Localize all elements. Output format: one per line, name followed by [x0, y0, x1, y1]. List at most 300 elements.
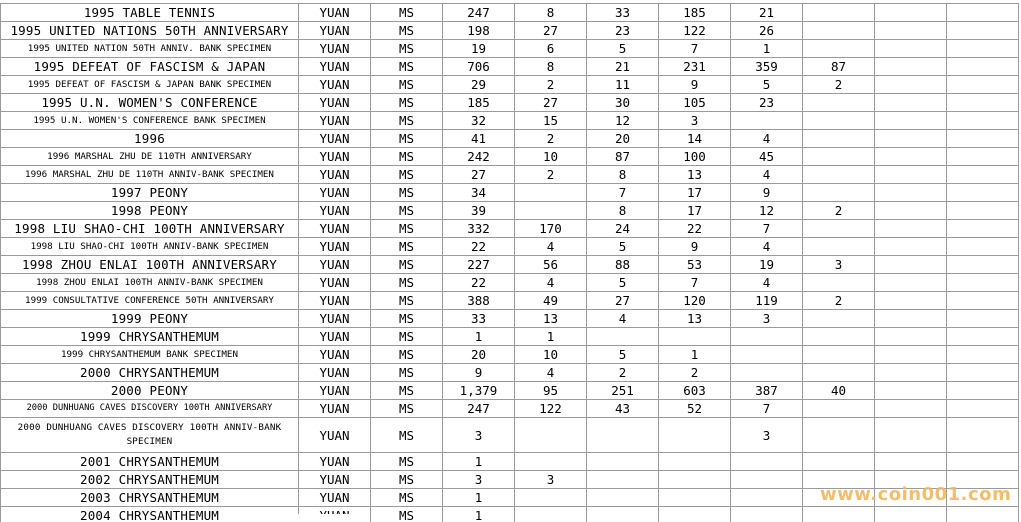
- currency-cell[interactable]: YUAN: [299, 166, 371, 184]
- issue-name-cell[interactable]: 1995 UNITED NATION 50TH ANNIV. BANK SPECIMEN: [1, 40, 299, 58]
- grade-count-cell[interactable]: [803, 310, 875, 328]
- issue-name-cell[interactable]: 1996 MARSHAL ZHU DE 110TH ANNIV-BANK SPECIMEN: [1, 166, 299, 184]
- grade-count-cell[interactable]: [659, 489, 731, 507]
- grade-count-cell[interactable]: [803, 130, 875, 148]
- grade-count-cell[interactable]: 20: [587, 130, 659, 148]
- currency-cell[interactable]: YUAN: [299, 22, 371, 40]
- grade-count-cell[interactable]: 22: [659, 220, 731, 238]
- grade-count-cell[interactable]: [731, 328, 803, 346]
- grade-count-cell[interactable]: 9: [731, 184, 803, 202]
- currency-cell[interactable]: YUAN: [299, 346, 371, 364]
- grade-cell[interactable]: MS: [371, 453, 443, 471]
- grade-count-cell[interactable]: 30: [587, 94, 659, 112]
- grade-count-cell[interactable]: 3: [731, 418, 803, 453]
- empty-cell[interactable]: [875, 148, 947, 166]
- empty-cell[interactable]: [875, 256, 947, 274]
- grade-count-cell[interactable]: 33: [443, 310, 515, 328]
- grade-cell[interactable]: MS: [371, 76, 443, 94]
- issue-name-cell[interactable]: 1999 CHRYSANTHEMUM BANK SPECIMEN: [1, 346, 299, 364]
- grade-count-cell[interactable]: [659, 507, 731, 522]
- grade-count-cell[interactable]: 227: [443, 256, 515, 274]
- issue-name-cell[interactable]: 2002 CHRYSANTHEMUM: [1, 471, 299, 489]
- currency-cell[interactable]: YUAN: [299, 184, 371, 202]
- grade-count-cell[interactable]: [803, 166, 875, 184]
- grade-cell[interactable]: MS: [371, 58, 443, 76]
- grade-count-cell[interactable]: 41: [443, 130, 515, 148]
- grade-count-cell[interactable]: 17: [659, 184, 731, 202]
- grade-count-cell[interactable]: 3: [443, 471, 515, 489]
- grade-count-cell[interactable]: 242: [443, 148, 515, 166]
- currency-cell[interactable]: YUAN: [299, 112, 371, 130]
- grade-cell[interactable]: MS: [371, 202, 443, 220]
- grade-cell[interactable]: MS: [371, 418, 443, 453]
- grade-count-cell[interactable]: 3: [731, 310, 803, 328]
- currency-cell[interactable]: YUAN: [299, 471, 371, 489]
- grade-count-cell[interactable]: 5: [587, 40, 659, 58]
- grade-count-cell[interactable]: 4: [515, 238, 587, 256]
- currency-cell[interactable]: YUAN: [299, 256, 371, 274]
- issue-name-cell[interactable]: 1995 U.N. WOMEN'S CONFERENCE BANK SPECIMEN: [1, 112, 299, 130]
- grade-count-cell[interactable]: 247: [443, 4, 515, 22]
- grade-count-cell[interactable]: 27: [587, 292, 659, 310]
- empty-cell[interactable]: [947, 400, 1019, 418]
- empty-cell[interactable]: [947, 382, 1019, 400]
- currency-cell[interactable]: YUAN: [299, 274, 371, 292]
- empty-cell[interactable]: [947, 94, 1019, 112]
- empty-cell[interactable]: [875, 4, 947, 22]
- grade-cell[interactable]: MS: [371, 184, 443, 202]
- grade-count-cell[interactable]: 24: [587, 220, 659, 238]
- grade-count-cell[interactable]: 198: [443, 22, 515, 40]
- empty-cell[interactable]: [947, 130, 1019, 148]
- currency-cell[interactable]: YUAN: [299, 130, 371, 148]
- grade-count-cell[interactable]: [731, 471, 803, 489]
- empty-cell[interactable]: [947, 166, 1019, 184]
- grade-count-cell[interactable]: [803, 238, 875, 256]
- grade-count-cell[interactable]: 15: [515, 112, 587, 130]
- currency-cell[interactable]: YUAN: [299, 202, 371, 220]
- currency-cell[interactable]: YUAN: [299, 58, 371, 76]
- grade-count-cell[interactable]: [803, 364, 875, 382]
- grade-count-cell[interactable]: [659, 418, 731, 453]
- grade-count-cell[interactable]: 13: [659, 166, 731, 184]
- empty-cell[interactable]: [875, 166, 947, 184]
- grade-count-cell[interactable]: [659, 471, 731, 489]
- grade-count-cell[interactable]: [515, 418, 587, 453]
- grade-count-cell[interactable]: [803, 184, 875, 202]
- grade-count-cell[interactable]: [803, 94, 875, 112]
- empty-cell[interactable]: [875, 346, 947, 364]
- grade-count-cell[interactable]: 11: [587, 76, 659, 94]
- grade-count-cell[interactable]: 359: [731, 58, 803, 76]
- grade-count-cell[interactable]: 43: [587, 400, 659, 418]
- grade-count-cell[interactable]: 2: [659, 364, 731, 382]
- grade-count-cell[interactable]: 29: [443, 76, 515, 94]
- grade-count-cell[interactable]: [587, 453, 659, 471]
- grade-count-cell[interactable]: 45: [731, 148, 803, 166]
- grade-count-cell[interactable]: [803, 328, 875, 346]
- grade-count-cell[interactable]: 9: [659, 76, 731, 94]
- issue-name-cell[interactable]: 2004 CHRYSANTHEMUM: [1, 507, 299, 522]
- grade-count-cell[interactable]: 2: [515, 130, 587, 148]
- currency-cell[interactable]: YUAN: [299, 4, 371, 22]
- currency-cell[interactable]: YUAN: [299, 94, 371, 112]
- grade-count-cell[interactable]: [587, 507, 659, 522]
- grade-count-cell[interactable]: 32: [443, 112, 515, 130]
- grade-cell[interactable]: MS: [371, 148, 443, 166]
- issue-name-cell[interactable]: 1998 LIU SHAO-CHI 100TH ANNIVERSARY: [1, 220, 299, 238]
- grade-count-cell[interactable]: 119: [731, 292, 803, 310]
- grade-cell[interactable]: MS: [371, 256, 443, 274]
- grade-cell[interactable]: MS: [371, 220, 443, 238]
- grade-count-cell[interactable]: 27: [515, 94, 587, 112]
- grade-count-cell[interactable]: [731, 507, 803, 522]
- empty-cell[interactable]: [875, 22, 947, 40]
- grade-count-cell[interactable]: [515, 184, 587, 202]
- grade-count-cell[interactable]: [803, 346, 875, 364]
- grade-count-cell[interactable]: 122: [659, 22, 731, 40]
- grade-count-cell[interactable]: [659, 328, 731, 346]
- grade-count-cell[interactable]: 87: [587, 148, 659, 166]
- issue-name-cell[interactable]: 1998 ZHOU ENLAI 100TH ANNIV-BANK SPECIMEN: [1, 274, 299, 292]
- grade-count-cell[interactable]: 3: [659, 112, 731, 130]
- issue-name-cell[interactable]: 1995 DEFEAT OF FASCISM & JAPAN BANK SPECIMEN: [1, 76, 299, 94]
- grade-count-cell[interactable]: [803, 4, 875, 22]
- issue-name-cell[interactable]: 1995 UNITED NATIONS 50TH ANNIVERSARY: [1, 22, 299, 40]
- grade-count-cell[interactable]: 19: [731, 256, 803, 274]
- empty-cell[interactable]: [875, 364, 947, 382]
- currency-cell[interactable]: YUAN: [299, 418, 371, 453]
- grade-count-cell[interactable]: 122: [515, 400, 587, 418]
- grade-count-cell[interactable]: 1: [443, 453, 515, 471]
- issue-name-cell[interactable]: 1998 ZHOU ENLAI 100TH ANNIVERSARY: [1, 256, 299, 274]
- issue-name-cell[interactable]: 1999 PEONY: [1, 310, 299, 328]
- grade-count-cell[interactable]: 4: [587, 310, 659, 328]
- grade-count-cell[interactable]: 1: [443, 489, 515, 507]
- empty-cell[interactable]: [947, 418, 1019, 453]
- empty-cell[interactable]: [875, 76, 947, 94]
- grade-count-cell[interactable]: 4: [731, 166, 803, 184]
- grade-cell[interactable]: MS: [371, 310, 443, 328]
- empty-cell[interactable]: [947, 76, 1019, 94]
- grade-count-cell[interactable]: 8: [587, 202, 659, 220]
- grade-count-cell[interactable]: 39: [443, 202, 515, 220]
- grade-count-cell[interactable]: [803, 22, 875, 40]
- grade-cell[interactable]: MS: [371, 364, 443, 382]
- currency-cell[interactable]: YUAN: [299, 453, 371, 471]
- issue-name-cell[interactable]: 1999 CHRYSANTHEMUM: [1, 328, 299, 346]
- empty-cell[interactable]: [875, 130, 947, 148]
- grade-count-cell[interactable]: 170: [515, 220, 587, 238]
- currency-cell[interactable]: YUAN: [299, 310, 371, 328]
- grade-count-cell[interactable]: [731, 364, 803, 382]
- currency-cell[interactable]: YUAN: [299, 364, 371, 382]
- empty-cell[interactable]: [947, 328, 1019, 346]
- grade-count-cell[interactable]: 23: [731, 94, 803, 112]
- empty-cell[interactable]: [875, 184, 947, 202]
- grade-cell[interactable]: MS: [371, 489, 443, 507]
- grade-count-cell[interactable]: 7: [731, 220, 803, 238]
- empty-cell[interactable]: [875, 112, 947, 130]
- grade-count-cell[interactable]: [803, 274, 875, 292]
- grade-count-cell[interactable]: 8: [515, 58, 587, 76]
- grade-count-cell[interactable]: 231: [659, 58, 731, 76]
- grade-cell[interactable]: MS: [371, 94, 443, 112]
- empty-cell[interactable]: [875, 202, 947, 220]
- grade-count-cell[interactable]: [803, 148, 875, 166]
- currency-cell[interactable]: YUAN: [299, 400, 371, 418]
- grade-count-cell[interactable]: 185: [443, 94, 515, 112]
- grade-count-cell[interactable]: 12: [587, 112, 659, 130]
- grade-count-cell[interactable]: 23: [587, 22, 659, 40]
- grade-count-cell[interactable]: 7: [659, 40, 731, 58]
- empty-cell[interactable]: [875, 418, 947, 453]
- empty-cell[interactable]: [947, 453, 1019, 471]
- grade-count-cell[interactable]: [803, 40, 875, 58]
- currency-cell[interactable]: YUAN: [299, 292, 371, 310]
- grade-count-cell[interactable]: 8: [515, 4, 587, 22]
- empty-cell[interactable]: [947, 238, 1019, 256]
- grade-count-cell[interactable]: 21: [731, 4, 803, 22]
- grade-count-cell[interactable]: 1: [731, 40, 803, 58]
- grade-count-cell[interactable]: [731, 112, 803, 130]
- grade-count-cell[interactable]: 13: [659, 310, 731, 328]
- grade-count-cell[interactable]: 1: [443, 507, 515, 522]
- grade-count-cell[interactable]: 2: [515, 166, 587, 184]
- grade-count-cell[interactable]: 2: [803, 202, 875, 220]
- grade-cell[interactable]: MS: [371, 292, 443, 310]
- empty-cell[interactable]: [947, 256, 1019, 274]
- issue-name-cell[interactable]: 1996: [1, 130, 299, 148]
- empty-cell[interactable]: [947, 148, 1019, 166]
- grade-count-cell[interactable]: 56: [515, 256, 587, 274]
- grade-count-cell[interactable]: 27: [443, 166, 515, 184]
- grade-count-cell[interactable]: [587, 489, 659, 507]
- issue-name-cell[interactable]: 1995 U.N. WOMEN'S CONFERENCE: [1, 94, 299, 112]
- grade-count-cell[interactable]: 251: [587, 382, 659, 400]
- currency-cell[interactable]: YUAN: [299, 40, 371, 58]
- empty-cell[interactable]: [875, 453, 947, 471]
- grade-cell[interactable]: MS: [371, 471, 443, 489]
- empty-cell[interactable]: [947, 292, 1019, 310]
- grade-count-cell[interactable]: 34: [443, 184, 515, 202]
- grade-count-cell[interactable]: [515, 202, 587, 220]
- grade-count-cell[interactable]: 185: [659, 4, 731, 22]
- issue-name-cell[interactable]: 2001 CHRYSANTHEMUM: [1, 453, 299, 471]
- grade-count-cell[interactable]: 6: [515, 40, 587, 58]
- grade-count-cell[interactable]: 53: [659, 256, 731, 274]
- grade-count-cell[interactable]: 3: [515, 471, 587, 489]
- grade-count-cell[interactable]: [803, 418, 875, 453]
- grade-count-cell[interactable]: 95: [515, 382, 587, 400]
- issue-name-cell[interactable]: 1997 PEONY: [1, 184, 299, 202]
- grade-count-cell[interactable]: 2: [803, 292, 875, 310]
- currency-cell[interactable]: YUAN: [299, 220, 371, 238]
- grade-count-cell[interactable]: 49: [515, 292, 587, 310]
- grade-count-cell[interactable]: 4: [731, 130, 803, 148]
- grade-count-cell[interactable]: 10: [515, 346, 587, 364]
- issue-name-cell[interactable]: 1995 TABLE TENNIS: [1, 4, 299, 22]
- grade-cell[interactable]: MS: [371, 130, 443, 148]
- grade-count-cell[interactable]: 22: [443, 238, 515, 256]
- issue-name-cell[interactable]: 2003 CHRYSANTHEMUM: [1, 489, 299, 507]
- grade-count-cell[interactable]: [803, 112, 875, 130]
- empty-cell[interactable]: [875, 310, 947, 328]
- grade-count-cell[interactable]: 21: [587, 58, 659, 76]
- empty-cell[interactable]: [875, 400, 947, 418]
- currency-cell[interactable]: YUAN: [299, 328, 371, 346]
- empty-cell[interactable]: [875, 58, 947, 76]
- issue-name-cell[interactable]: 1996 MARSHAL ZHU DE 110TH ANNIVERSARY: [1, 148, 299, 166]
- grade-count-cell[interactable]: 27: [515, 22, 587, 40]
- grade-cell[interactable]: MS: [371, 346, 443, 364]
- empty-cell[interactable]: [875, 292, 947, 310]
- grade-count-cell[interactable]: 7: [587, 184, 659, 202]
- empty-cell[interactable]: [947, 202, 1019, 220]
- grade-cell[interactable]: MS: [371, 400, 443, 418]
- grade-count-cell[interactable]: 22: [443, 274, 515, 292]
- grade-count-cell[interactable]: [731, 489, 803, 507]
- grade-cell[interactable]: MS: [371, 40, 443, 58]
- grade-count-cell[interactable]: 7: [731, 400, 803, 418]
- empty-cell[interactable]: [875, 507, 947, 522]
- empty-cell[interactable]: [947, 310, 1019, 328]
- empty-cell[interactable]: [947, 220, 1019, 238]
- issue-name-cell[interactable]: 2000 CHRYSANTHEMUM: [1, 364, 299, 382]
- grade-count-cell[interactable]: [803, 453, 875, 471]
- grade-count-cell[interactable]: 5: [587, 238, 659, 256]
- grade-count-cell[interactable]: 247: [443, 400, 515, 418]
- empty-cell[interactable]: [875, 220, 947, 238]
- grade-count-cell[interactable]: 603: [659, 382, 731, 400]
- issue-name-cell[interactable]: 2000 DUNHUANG CAVES DISCOVERY 100TH ANNIV-BANK SPECIMEN: [1, 418, 299, 453]
- grade-count-cell[interactable]: 20: [443, 346, 515, 364]
- issue-name-cell[interactable]: 1998 PEONY: [1, 202, 299, 220]
- grade-cell[interactable]: MS: [371, 328, 443, 346]
- issue-name-cell[interactable]: 2000 DUNHUANG CAVES DISCOVERY 100TH ANNIVERSARY: [1, 400, 299, 418]
- grade-count-cell[interactable]: 120: [659, 292, 731, 310]
- empty-cell[interactable]: [947, 364, 1019, 382]
- currency-cell[interactable]: YUAN: [299, 148, 371, 166]
- empty-cell[interactable]: [875, 238, 947, 256]
- grade-count-cell[interactable]: [659, 453, 731, 471]
- grade-count-cell[interactable]: 1: [659, 346, 731, 364]
- grade-count-cell[interactable]: [515, 489, 587, 507]
- grade-count-cell[interactable]: 14: [659, 130, 731, 148]
- grade-count-cell[interactable]: 33: [587, 4, 659, 22]
- grade-count-cell[interactable]: 10: [515, 148, 587, 166]
- grade-count-cell[interactable]: 7: [659, 274, 731, 292]
- grade-count-cell[interactable]: 9: [659, 238, 731, 256]
- grade-count-cell[interactable]: [587, 471, 659, 489]
- currency-cell[interactable]: YUAN: [299, 76, 371, 94]
- empty-cell[interactable]: [875, 328, 947, 346]
- grade-count-cell[interactable]: [515, 507, 587, 522]
- grade-count-cell[interactable]: 706: [443, 58, 515, 76]
- grade-count-cell[interactable]: 17: [659, 202, 731, 220]
- grade-cell[interactable]: MS: [371, 382, 443, 400]
- grade-count-cell[interactable]: 12: [731, 202, 803, 220]
- grade-count-cell[interactable]: 52: [659, 400, 731, 418]
- grade-count-cell[interactable]: [731, 346, 803, 364]
- empty-cell[interactable]: [947, 4, 1019, 22]
- grade-count-cell[interactable]: 40: [803, 382, 875, 400]
- currency-cell[interactable]: YUAN: [299, 238, 371, 256]
- grade-count-cell[interactable]: [731, 453, 803, 471]
- grade-count-cell[interactable]: 26: [731, 22, 803, 40]
- grade-count-cell[interactable]: 332: [443, 220, 515, 238]
- grade-count-cell[interactable]: 3: [443, 418, 515, 453]
- empty-cell[interactable]: [947, 58, 1019, 76]
- grade-count-cell[interactable]: 4: [515, 364, 587, 382]
- grade-cell[interactable]: MS: [371, 22, 443, 40]
- issue-name-cell[interactable]: 1995 DEFEAT OF FASCISM & JAPAN: [1, 58, 299, 76]
- grade-count-cell[interactable]: 19: [443, 40, 515, 58]
- grade-count-cell[interactable]: [587, 418, 659, 453]
- grade-count-cell[interactable]: 9: [443, 364, 515, 382]
- grade-count-cell[interactable]: 1: [443, 328, 515, 346]
- grade-cell[interactable]: MS: [371, 4, 443, 22]
- empty-cell[interactable]: [947, 40, 1019, 58]
- grade-count-cell[interactable]: 2: [515, 76, 587, 94]
- empty-cell[interactable]: [947, 346, 1019, 364]
- grade-cell[interactable]: MS: [371, 166, 443, 184]
- empty-cell[interactable]: [875, 40, 947, 58]
- grade-count-cell[interactable]: 2: [803, 76, 875, 94]
- grade-count-cell[interactable]: 87: [803, 58, 875, 76]
- grade-count-cell[interactable]: 4: [731, 238, 803, 256]
- empty-cell[interactable]: [947, 22, 1019, 40]
- empty-cell[interactable]: [875, 94, 947, 112]
- grade-count-cell[interactable]: 4: [731, 274, 803, 292]
- grade-cell[interactable]: MS: [371, 507, 443, 522]
- grade-count-cell[interactable]: 1,379: [443, 382, 515, 400]
- grade-count-cell[interactable]: 8: [587, 166, 659, 184]
- grade-count-cell[interactable]: 13: [515, 310, 587, 328]
- grade-count-cell[interactable]: 388: [443, 292, 515, 310]
- grade-count-cell[interactable]: 5: [587, 346, 659, 364]
- empty-cell[interactable]: [875, 382, 947, 400]
- grade-count-cell[interactable]: 3: [803, 256, 875, 274]
- grade-count-cell[interactable]: [803, 400, 875, 418]
- issue-name-cell[interactable]: 1999 CONSULTATIVE CONFERENCE 50TH ANNIVERSARY: [1, 292, 299, 310]
- grade-count-cell[interactable]: [803, 220, 875, 238]
- issue-name-cell[interactable]: 2000 PEONY: [1, 382, 299, 400]
- issue-name-cell[interactable]: 1998 LIU SHAO-CHI 100TH ANNIV-BANK SPECIMEN: [1, 238, 299, 256]
- grade-count-cell[interactable]: 387: [731, 382, 803, 400]
- grade-count-cell[interactable]: 5: [731, 76, 803, 94]
- grade-count-cell[interactable]: 88: [587, 256, 659, 274]
- empty-cell[interactable]: [947, 274, 1019, 292]
- grade-count-cell[interactable]: [515, 453, 587, 471]
- grade-count-cell[interactable]: 4: [515, 274, 587, 292]
- grade-count-cell[interactable]: [803, 507, 875, 522]
- grade-count-cell[interactable]: 2: [587, 364, 659, 382]
- grade-count-cell[interactable]: 100: [659, 148, 731, 166]
- grade-cell[interactable]: MS: [371, 112, 443, 130]
- grade-count-cell[interactable]: [587, 328, 659, 346]
- empty-cell[interactable]: [947, 184, 1019, 202]
- grade-cell[interactable]: MS: [371, 274, 443, 292]
- currency-cell[interactable]: YUAN: [299, 382, 371, 400]
- empty-cell[interactable]: [947, 507, 1019, 522]
- grade-count-cell[interactable]: 1: [515, 328, 587, 346]
- empty-cell[interactable]: [875, 274, 947, 292]
- currency-cell[interactable]: YUAN: [299, 489, 371, 507]
- grade-count-cell[interactable]: 5: [587, 274, 659, 292]
- empty-cell[interactable]: [947, 112, 1019, 130]
- grade-count-cell[interactable]: 105: [659, 94, 731, 112]
